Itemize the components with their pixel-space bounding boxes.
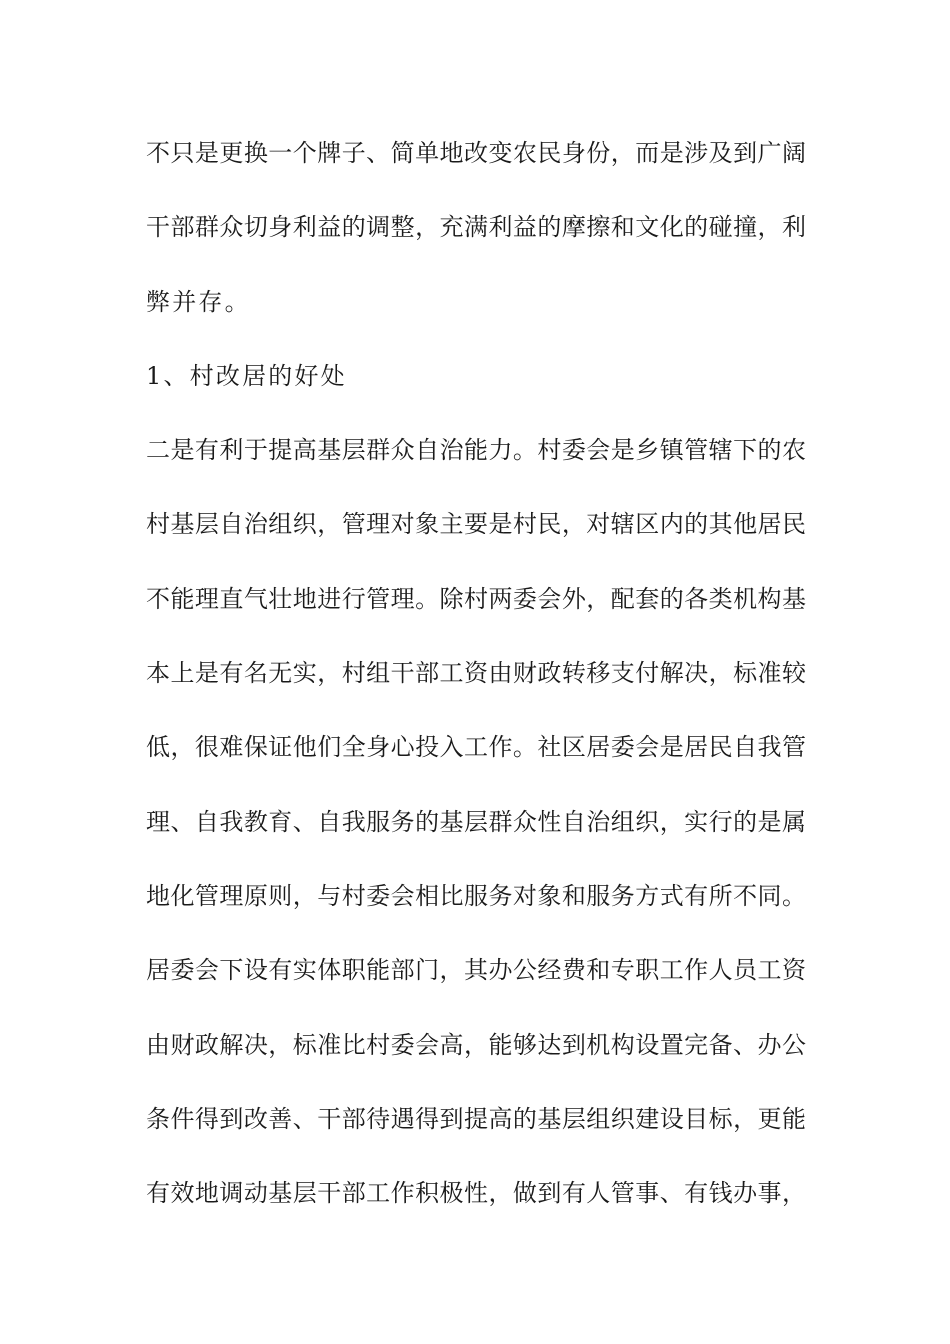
text-line-3: 弊并存。: [146, 287, 251, 316]
text-line-9: 低，很难保证他们全身心投入工作。社区居委会是居民自我管: [146, 733, 806, 762]
text-line-6: 村基层自治组织，管理对象主要是村民，对辖区内的其他居民: [146, 510, 806, 539]
text-line-13: 由财政解决，标准比村委会高，能够达到机构设置完备、办公: [146, 1030, 806, 1059]
text-line-2: 干部群众切身利益的调整，充满利益的摩擦和文化的碰撞，利: [146, 213, 806, 242]
text-line-8: 本上是有名无实，村组干部工资由财政转移支付解决，标准较: [146, 659, 806, 688]
text-line-5: 二是有利于提高基层群众自治能力。村委会是乡镇管辖下的农: [146, 436, 806, 465]
body-text: [146, 130, 806, 1244]
text-line-1: 不只是更换一个牌子、简单地改变农民身份，而是涉及到广阔: [146, 139, 806, 167]
text-line-11: 地化管理原则，与村委会相比服务对象和服务方式有所不同。: [146, 881, 806, 910]
section-heading: 1、村改居的好处: [146, 361, 347, 390]
text-line-7: 不能理直气壮地进行管理。除村两委会外，配套的各类机构基: [146, 584, 806, 613]
text-line-12: 居委会下设有实体职能部门，其办公经费和专职工作人员工资: [146, 956, 806, 985]
text-line-10: 理、自我教育、自我服务的基层群众性自治组织，实行的是属: [146, 807, 806, 836]
text-line-15: 有效地调动基层干部工作积极性，做到有人管事、有钱办事，: [146, 1179, 806, 1208]
text-line-14: 条件得到改善、干部待遇得到提高的基层组织建设目标，更能: [146, 1104, 806, 1133]
